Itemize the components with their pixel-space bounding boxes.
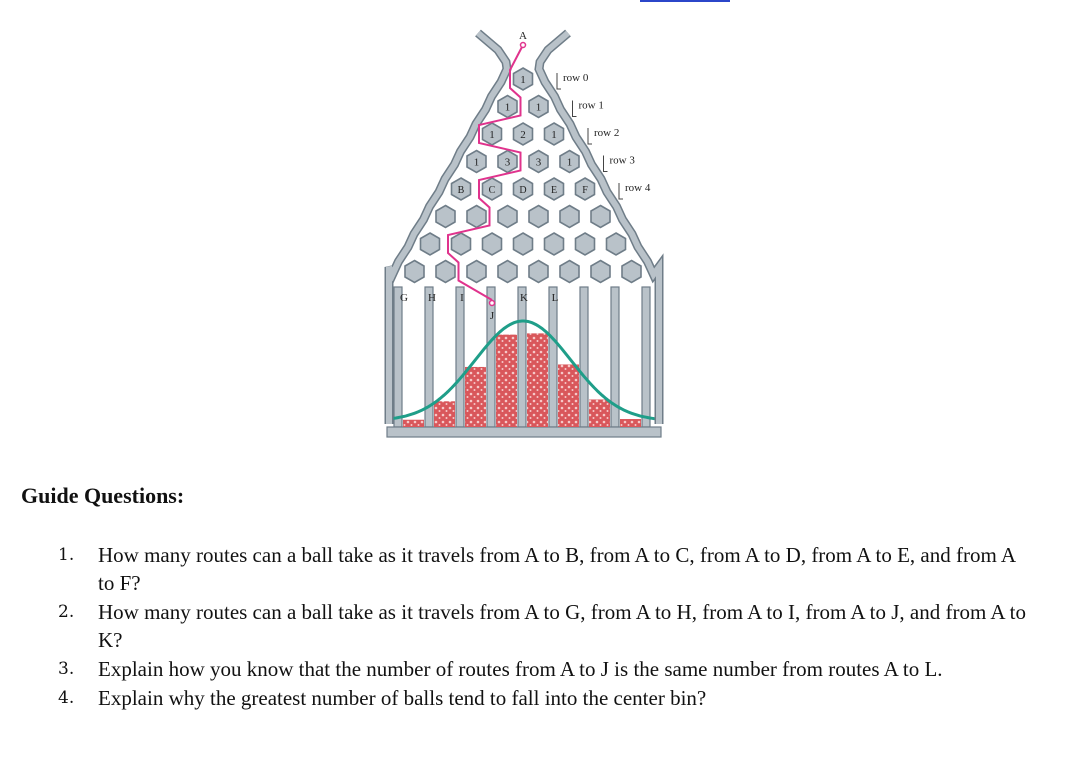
ball-pile	[434, 401, 455, 427]
pascal-number: 1	[504, 101, 511, 114]
bin-divider	[580, 287, 588, 427]
row-label-bracket	[604, 156, 608, 172]
bin-divider	[456, 287, 464, 427]
question-item	[56, 655, 1036, 683]
peg	[452, 233, 471, 255]
row4-label: B	[457, 185, 465, 196]
ball-pile	[496, 335, 517, 427]
peg	[529, 206, 548, 228]
bin-label: G	[400, 292, 408, 304]
question-text: Explain how you know that the number of routes from A to J is the same number from routes A to L.	[98, 657, 943, 681]
peg	[591, 206, 610, 228]
pascal-number: 1	[489, 129, 495, 141]
row4-label: E	[550, 185, 558, 196]
row-label: row 2	[594, 127, 620, 139]
question-number: 3.	[58, 659, 75, 679]
ball-path	[448, 45, 523, 300]
question-item	[56, 684, 1036, 712]
bin-label: H	[428, 292, 436, 304]
peg	[467, 206, 486, 228]
question-text: Explain why the greatest number of balls tend to fall into the center bin?	[98, 686, 707, 710]
ball-pile	[403, 420, 424, 427]
row-label: row 3	[609, 154, 635, 167]
ball-pile	[527, 333, 548, 427]
ball-pile	[465, 367, 486, 427]
bin-label: L	[551, 292, 559, 304]
guide-questions-heading: Guide Questions:	[21, 483, 185, 508]
row-label: row 1	[578, 99, 604, 112]
peg	[545, 233, 564, 255]
pascal-number: 1	[535, 101, 542, 114]
bin-label: K	[520, 292, 528, 304]
question-item	[56, 598, 1036, 654]
bin-divider	[394, 287, 402, 427]
peg	[421, 233, 440, 255]
row4-label: F	[582, 185, 588, 196]
pegs-group	[405, 68, 641, 283]
row-label: row 4	[625, 182, 651, 194]
question-text: How many routes can a ball take as it travels from A to B, from A to C, from A to D, from A to E, and from A to F?	[98, 543, 1015, 595]
bin-divider	[487, 287, 495, 427]
peg	[483, 233, 502, 255]
row4-label: C	[488, 185, 496, 196]
peg	[436, 261, 455, 283]
end-point	[490, 301, 495, 306]
row-label-bracket	[619, 183, 623, 199]
bin-divider	[549, 287, 557, 427]
question-item	[56, 541, 1036, 597]
peg	[514, 233, 533, 255]
question-number: 4.	[58, 688, 75, 708]
pascal-number: 3	[535, 156, 542, 169]
pascal-number: 3	[504, 156, 511, 169]
bin-divider	[518, 287, 526, 427]
row4-label: D	[519, 185, 527, 196]
pascal-number: 1	[566, 156, 573, 169]
peg	[529, 261, 548, 283]
question-text: How many routes can a ball take as it travels from A to G, from A to H, from A to I, from A to J, and from A to K?	[98, 600, 1026, 652]
question-number: 2.	[58, 602, 75, 622]
row-label-bracket	[588, 128, 592, 144]
bin-label: J	[489, 310, 495, 322]
ball-pile	[620, 419, 641, 427]
peg	[498, 206, 517, 228]
guide-questions-list	[56, 541, 1036, 713]
peg	[467, 261, 486, 283]
start-label-a: A	[519, 30, 527, 42]
peg	[436, 206, 455, 228]
row-label-bracket	[573, 101, 577, 117]
pascal-number: 1	[520, 74, 526, 86]
bin-label: I	[460, 292, 464, 304]
peg	[622, 261, 641, 283]
ball-pile	[589, 399, 610, 427]
peg	[591, 261, 610, 283]
board-base	[387, 427, 661, 437]
row-label-bracket	[557, 73, 561, 89]
bin-divider	[642, 287, 650, 427]
pascal-number: 1	[551, 129, 557, 141]
row-label: row 0	[563, 72, 589, 84]
ball-pile	[558, 364, 579, 427]
question-number: 1.	[58, 545, 75, 565]
peg	[405, 261, 424, 283]
pascal-number: 2	[520, 129, 526, 141]
peg	[607, 233, 626, 255]
peg	[560, 206, 579, 228]
pascal-number: 1	[473, 156, 480, 169]
bins-group	[387, 287, 661, 437]
peg	[576, 233, 595, 255]
peg	[560, 261, 579, 283]
start-point	[521, 43, 526, 48]
peg	[498, 261, 517, 283]
